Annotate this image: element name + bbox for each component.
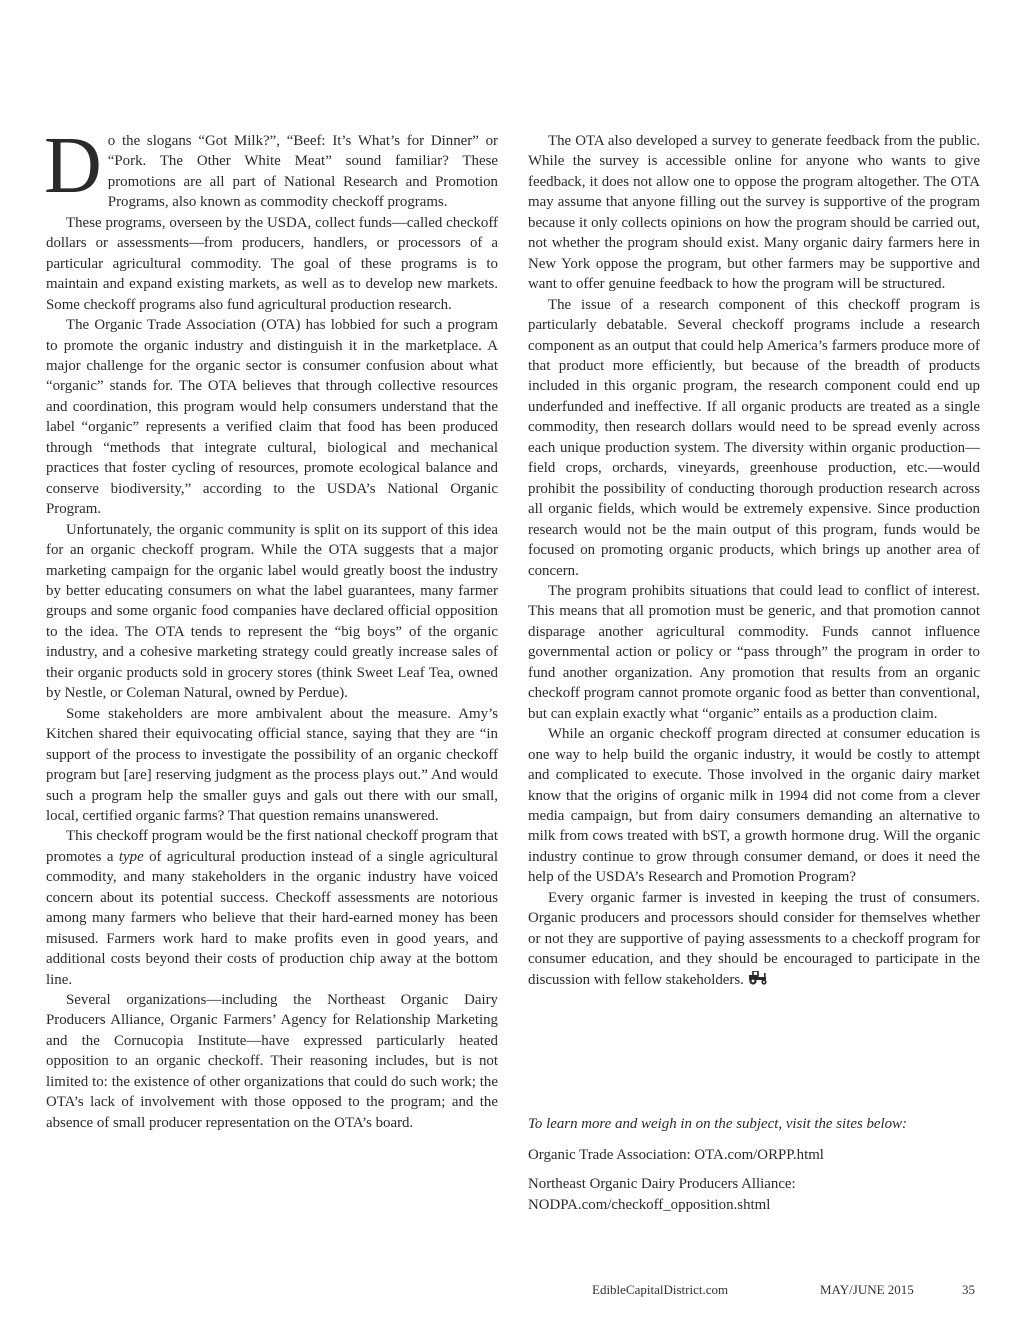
learn-more-box [528,1114,980,1224]
article-right-column [528,131,980,990]
footer-website: EdibleCapitalDistrict.com [592,1282,729,1297]
article-paragraph: The issue of a research component of this checkoff program is particularly debatable. Several checkoff programs include a research component as an output that could help America’s farmers produce more of that product more efficiently, but because of the breadth of products included in this organic program, the research component could end up underfunded and ineffective. If all organic products are treated as a single commodity, then research dollars would need to be spread evenly across each unique production system. The diversity within organic production—field crops, orchards, vineyards, greenhouse production, etc.—would prohibit the possibility of conducting thorough production research across all organic fields, which would be extremely expensive. Since production research would not be the main output of this program, funds would be focused on promoting organic products, which brings up another area of concern. [528,296,980,579]
article-paragraph: Some stakeholders are more ambivalent about the measure. Amy’s Kitchen shared their equivocating official stance, saying that they are “in support of the process to investigate the possibility of an organic checkoff program but [are] reserving judgment as the process plays out.” And would such a program help the smaller guys and gals out there with our small, local, certified organic farms? That question remains unanswered. [46,705,498,824]
article-paragraph: Every organic farmer is invested in keeping the trust of consumers. Organic producers and processors should consider for themselves whether or not they are supportive of paying assessments to a checkoff program for consumer education, and they should be encouraged to participate in the discussion with fellow stakeholders. [528,889,980,988]
article-paragraph: Do the slogans “Got Milk?”, “Beef: It’s What’s for Dinner” or “Pork. The Other White Meat” sound familiar? These promotions are all part of National Research and Promotion Programs, also known as commodity checkoff programs. [44,122,498,211]
article-paragraph: This checkoff program would be the first national checkoff program that promotes a type of agricultural production instead of a single agricultural commodity, and many stakeholders in the organic industry have voiced concern about its potential success. Checkoff assessments are notorious among many farmers who believe that their hard-earned money has been misused. Farmers work hard to make profits even in good years, and additional costs beyond their costs of production chip away at the bottom line. [46,828,498,988]
footer-issue-date: MAY/JUNE 2015 [820,1282,914,1297]
nodpa-link[interactable]: Northeast Organic Dairy Producers Alliance: NODPA.com/checkoff_opposition.shtml [528,1176,796,1213]
article-paragraph: While an organic checkoff program directed at consumer education is one way to help build the organic industry, it would be costly to attempt and complicated to execute. Those involved in the organic dairy market know that the origins of organic milk in 1994 did not come from a clever media campaign, but from dairy consumers demanding an alternative to milk from cows treated with bST, a growth hormone drug. Will the organic industry continue to grow through consumer demand, or does it need the help of the USDA’s Research and Promotion Program? [528,726,980,886]
tractor-icon [747,971,769,985]
article-left-column [44,122,498,1133]
article-paragraph: The program prohibits situations that could lead to conflict of interest. This means that all promotion must be generic, and that promotion cannot disparage another agricultural commodity. Funds cannot influence governmental action or policy or “pass through” the program in order to fund another organization. Any promotion that results from an organic checkoff program cannot promote organic food as better than conventional, but can explain exactly what “organic” entails as a production claim. [528,582,980,722]
article-paragraph: The Organic Trade Association (OTA) has lobbied for such a program to promote the organic industry and distinguish it in the marketplace. A major challenge for the organic sector is consumer confusion about what “organic” stands for. The OTA believes that through collective resources and coordination, this program would help consumers understand that the label “organic” represents a verified claim that food has been produced through “methods that integrate cultural, biological and mechanical practices that foster cycling of resources, promote ecological balance and conserve biodiversity,” according to the USDA’s National Organic Program. [46,317,498,518]
ota-link[interactable]: Organic Trade Association: OTA.com/ORPP.html [528,1147,824,1163]
article-paragraph: Unfortunately, the organic community is split on its support of this idea for an organic checkoff program. While the OTA suggests that a major marketing campaign for the organic label would greatly boost the industry by better educating consumers on what the label guarantees, many farmer groups and some organic food companies have declared official opposition to the idea. The OTA tends to represent the “big boys” of the organic industry, and a cohesive marketing strategy could greatly increase sales of their organic products sold in grocery stores (think Sweet Leaf Tea, owned by Nestle, or Coleman Natural, owned by Perdue). [46,521,498,702]
article-paragraph: The OTA also developed a survey to generate feedback from the public. While the survey is accessible online for anyone who wants to give feedback, it does not allow one to oppose the program altogether. The OTA may assume that anyone filling out the survey is supportive of the program because it only collects opinions on how the program should be carried out, not whether the program should exist. Many organic dairy farmers here in New York oppose the program, but other farmers may be supportive and want to offer genuine feedback to how the program will be structured. [528,133,980,293]
learn-more-intro: To learn more and weigh in on the subject, visit the sites below: [528,1116,907,1132]
page-number: 35 [962,1282,975,1297]
article-paragraph: Several organizations—including the Northeast Organic Dairy Producers Alliance, Organic Farmers’ Agency for Relationship Marketing and the Cornucopia Institute—have expressed particularly heated opposition to an organic checkoff. Their reasoning includes, but is not limited to: the existence of other organizations that could do such work; the OTA’s lack of involvement with those opposed to the program; and the absence of small producer representation on the OTA’s board. [46,992,498,1131]
article-paragraph: These programs, overseen by the USDA, collect funds—called checkoff dollars or assessments—from producers, handlers, or processors of a particular agricultural commodity. The goal of these programs is to maintain and expand existing markets, as well as to develop new markets. Some checkoff programs also fund agricultural production research. [46,214,498,313]
emphasis-type: type [118,848,144,865]
drop-cap: D [44,122,102,210]
